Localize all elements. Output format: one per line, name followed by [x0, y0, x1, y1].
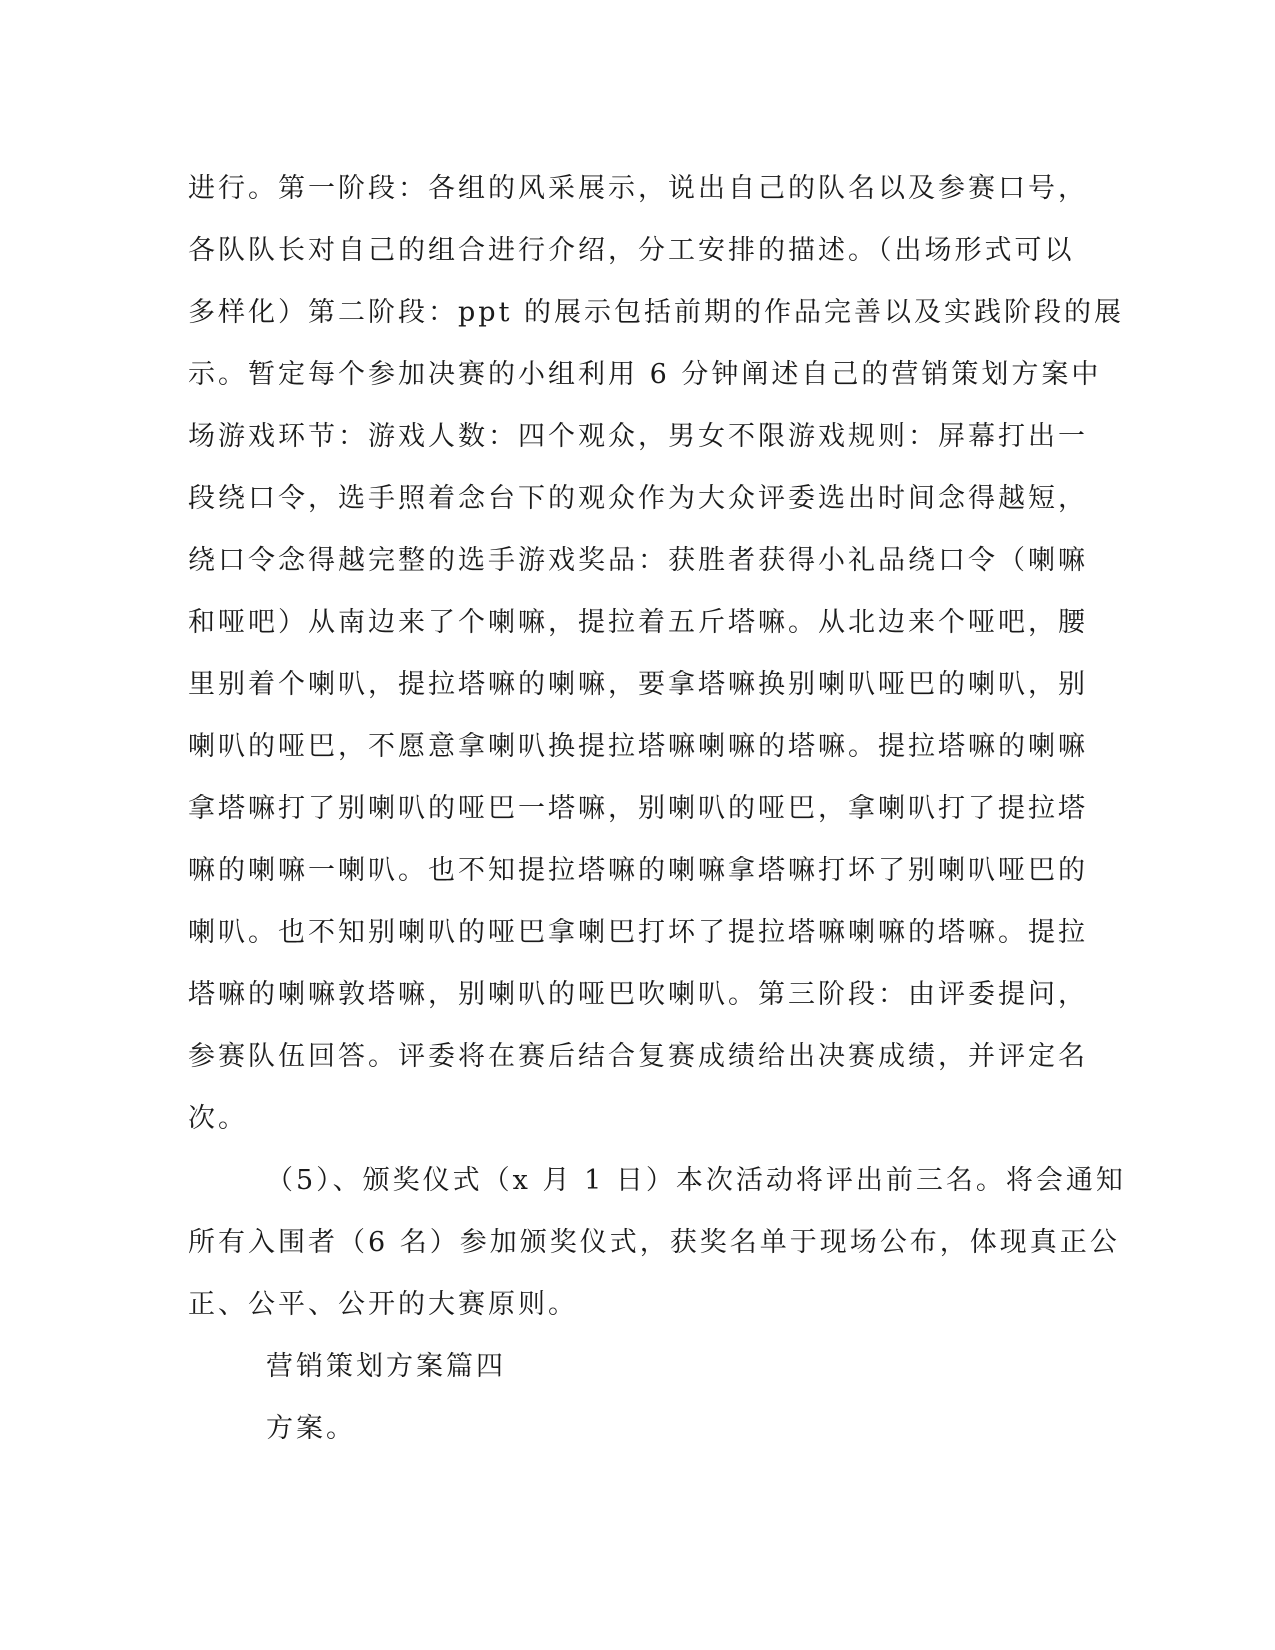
- text-line: 参赛队伍回答。评委将在赛后结合复赛成绩给出决赛成绩，并评定名: [188, 1041, 1088, 1072]
- text-line: 塔嘛的喇嘛敦塔嘛，别喇叭的哑巴吹喇叭。第三阶段：由评委提问，: [188, 979, 1088, 1010]
- text-line: 正、公平、公开的大赛原则。: [188, 1289, 578, 1320]
- text-line: 拿塔嘛打了别喇叭的哑巴一塔嘛，别喇叭的哑巴，拿喇叭打了提拉塔: [188, 793, 1088, 824]
- paragraph-competition-stages: [188, 158, 1124, 1150]
- text-line: 场游戏环节：游戏人数：四个观众，男女不限游戏规则：屏幕打出一: [188, 421, 1088, 452]
- text-line: 多样化）第二阶段：ppt 的展示包括前期的作品完善以及实践阶段的展: [188, 297, 1124, 328]
- text-line: 和哑吧）从南边来了个喇嘛，提拉着五斤塔嘛。从北边来个哑吧，腰: [188, 607, 1088, 638]
- text-line: 嘛的喇嘛一喇叭。也不知提拉塔嘛的喇嘛拿塔嘛打坏了别喇叭哑巴的: [188, 855, 1088, 886]
- text-line: 次。: [188, 1103, 248, 1134]
- document-body: [188, 158, 1126, 1460]
- text-line: 喇叭的哑巴，不愿意拿喇叭换提拉塔嘛喇嘛的塔嘛。提拉塔嘛的喇嘛: [188, 731, 1088, 762]
- text-line: 里别着个喇叭，提拉塔嘛的喇嘛，要拿塔嘛换别喇叭哑巴的喇叭，别: [188, 669, 1088, 700]
- text-line: （5）、颁奖仪式（x 月 1 日）本次活动将评出前三名。将会通知: [266, 1165, 1126, 1196]
- text-line: 绕口令念得越完整的选手游戏奖品：获胜者获得小礼品绕口令（喇嘛: [188, 545, 1088, 576]
- text-line: 喇叭。也不知别喇叭的哑巴拿喇巴打坏了提拉塔嘛喇嘛的塔嘛。提拉: [188, 917, 1088, 948]
- paragraph-award-ceremony: [188, 1150, 1126, 1336]
- section-heading: 营销策划方案篇四: [266, 1351, 506, 1382]
- text-line: 段绕口令，选手照着念台下的观众作为大众评委选出时间念得越短，: [188, 483, 1088, 514]
- text-line: 进行。第一阶段：各组的风采展示，说出自己的队名以及参赛口号，: [188, 173, 1088, 204]
- text-line: 示。暂定每个参加决赛的小组利用 6 分钟阐述自己的营销策划方案中: [188, 359, 1102, 390]
- text-line: 各队队长对自己的组合进行介绍，分工安排的描述。（出场形式可以: [188, 235, 1075, 266]
- text-line-final: 方案。: [266, 1413, 356, 1444]
- text-line: 所有入围者（6 名）参加颁奖仪式，获奖名单于现场公布，体现真正公: [188, 1227, 1120, 1258]
